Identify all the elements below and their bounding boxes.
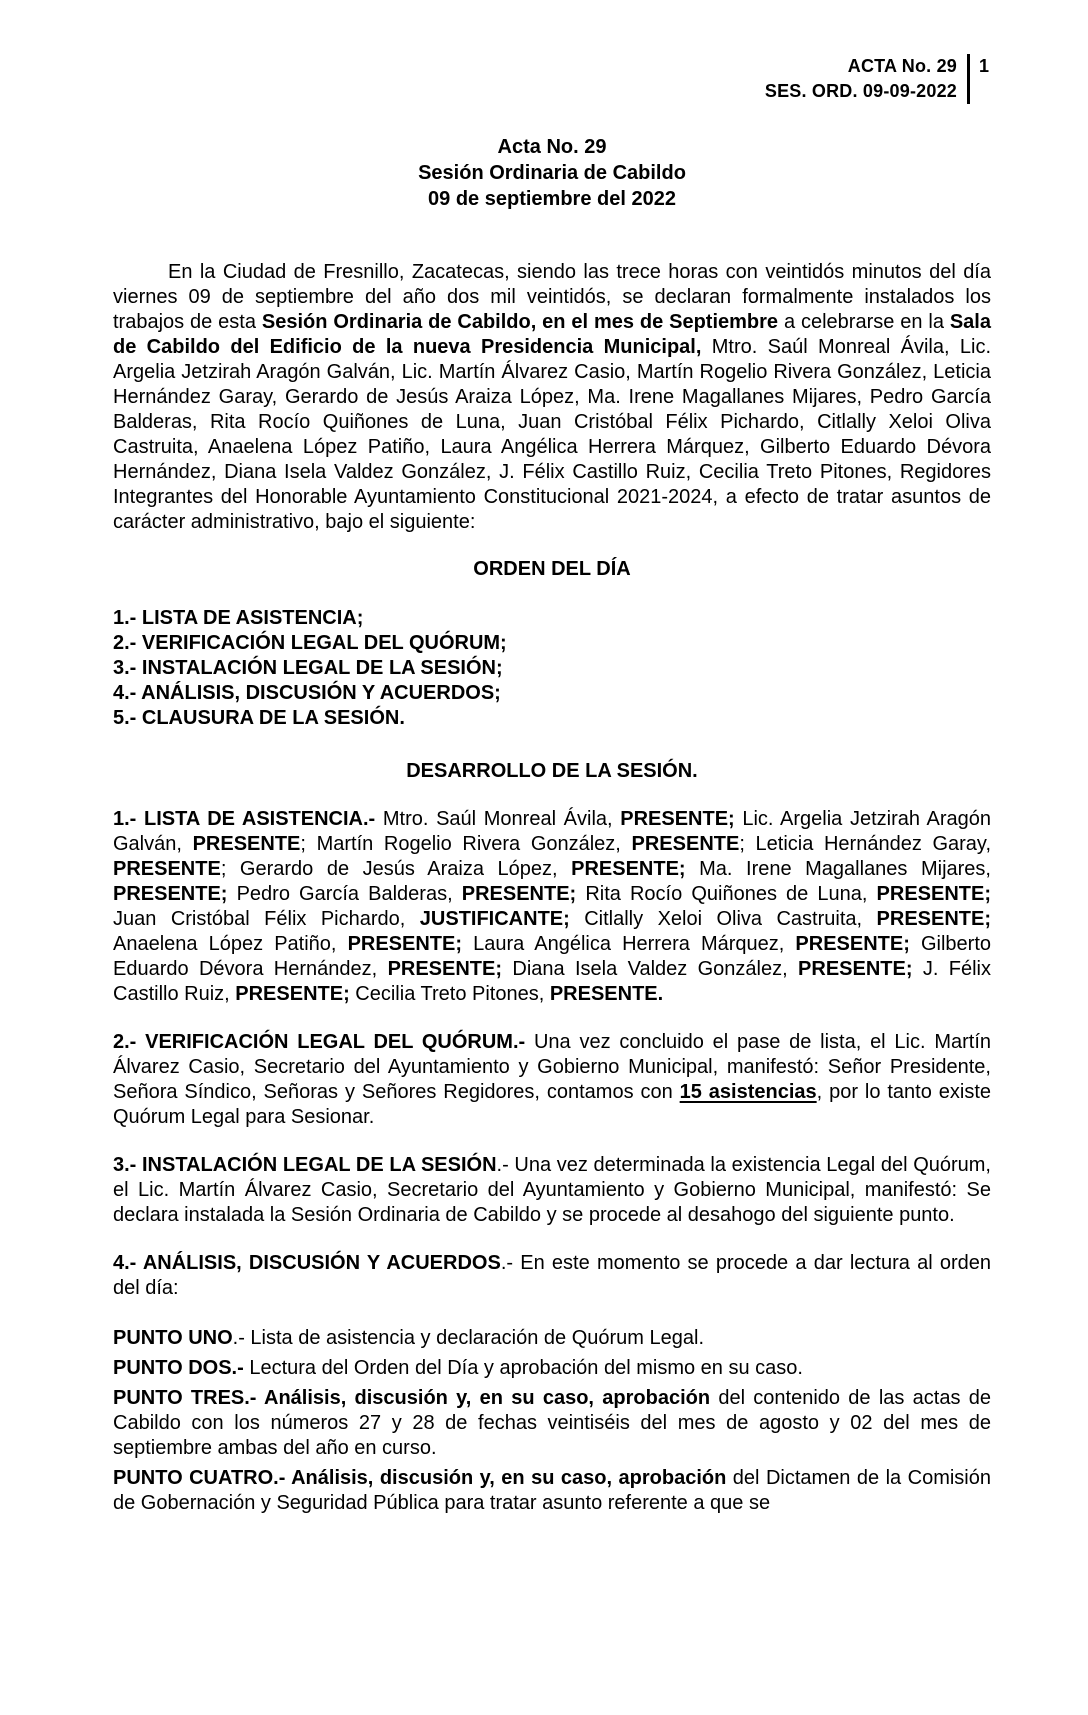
orden-item-lista-asistencia: 1.- LISTA DE ASISTENCIA; [113,607,364,629]
paragraph-verificacion-quorum: 2.- VERIFICACIÓN LEGAL DEL QUÓRUM.- Una vez concluido el pase de lista, el Lic. Martín Álvarez Casio, Secretario del Ayuntamiento y Gobierno Municipal, manifestó: Señor Presidente, Señora Síndico, Señoras y Señores Regidores, contamos con 15 asistencias, por lo tanto existe Quórum Legal para Sesionar. [113,1031,992,1128]
puntos-list [113,1326,991,1516]
acta-number-label: ACTA No. 29 [847,56,957,76]
punto-cuatro: PUNTO CUATRO.- Análisis, discusión y, en su caso, aprobación del Dictamen de la Comisión de Gobernación y Seguridad Pública para tratar asunto referente a que se [113,1467,991,1514]
punto-tres: PUNTO TRES.- Análisis, discusión y, en su caso, aprobación del contenido de las actas de Cabildo con los números 27 y 28 de fechas veintiséis del mes de agosto y 02 del mes de septiembre ambas del año en curso. [113,1387,991,1459]
punto-dos: PUNTO DOS.- Lectura del Orden del Día y aprobación del mismo en su caso. [113,1357,803,1379]
title-line-session: Sesión Ordinaria de Cabildo [418,162,686,184]
header-meta [765,54,957,104]
paragraph-instalacion-sesion: 3.- INSTALACIÓN LEGAL DE LA SESIÓN.- Una vez determinada la existencia Legal del Quórum, el Lic. Martín Álvarez Casio, Secretario del Ayuntamiento y Gobierno Municipal, manifestó: Se declara instalada la Sesión Ordinaria de Cabildo y se procede al desahogo del siguiente punto. [113,1154,991,1226]
orden-item-clausura: 5.- CLAUSURA DE LA SESIÓN. [113,707,405,729]
orden-del-dia-list [113,606,991,731]
document-title [113,134,991,212]
orden-item-verificacion-quorum: 2.- VERIFICACIÓN LEGAL DEL QUÓRUM; [113,632,507,654]
page-number: 1 [979,56,990,76]
orden-item-analisis-acuerdos: 4.- ANÁLISIS, DISCUSIÓN Y ACUERDOS; [113,682,501,704]
title-line-date: 09 de septiembre del 2022 [428,188,676,210]
paragraph-analisis-acuerdos: 4.- ANÁLISIS, DISCUSIÓN Y ACUERDOS.- En este momento se procede a dar lectura al orden del día: [113,1252,992,1299]
title-line-acta: Acta No. 29 [497,136,607,158]
paragraph-lista-asistencia: 1.- LISTA DE ASISTENCIA.- Mtro. Saúl Monreal Ávila, PRESENTE; Lic. Argelia Jetzirah Aragón Galván, PRESENTE; Martín Rogelio Rivera González, PRESENTE; Leticia Hernández Garay, PRESENTE; Gerardo de Jesús Araiza López, PRESENTE; Ma. Irene Magallanes Mijares, PRESENTE; Pedro García Balderas, PRESENTE; Rita Rocío Quiñones de Luna, PRESENTE; Juan Cristóbal Félix Pichardo, JUSTIFICANTE; Citlally Xeloi Oliva Castruita, PRESENTE; Anaelena López Patiño, PRESENTE; Laura Angélica Herrera Márquez, PRESENTE; Gilberto Eduardo Dévora Hernández, PRESENTE; Diana Isela Valdez González, PRESENTE; J. Félix Castillo Ruiz, PRESENTE; Cecilia Treto Pitones, PRESENTE. [113,808,992,1005]
session-date-label: SES. ORD. 09-09-2022 [764,81,957,101]
punto-uno: PUNTO UNO.- Lista de asistencia y declaración de Quórum Legal. [113,1327,705,1349]
page-header [113,54,991,104]
desarrollo-sesion-heading: DESARROLLO DE LA SESIÓN. [406,760,698,782]
header-divider [967,54,970,104]
orden-del-dia-heading: ORDEN DEL DÍA [473,558,631,580]
intro-paragraph: En la Ciudad de Fresnillo, Zacatecas, siendo las trece horas con veintidós minutos del día viernes 09 de septiembre del año dos mil veintidós, se declaran formalmente instalados los trabajos de esta Sesión Ordinaria de Cabildo, en el mes de Septiembre a celebrarse en la Sala de Cabildo del Edificio de la nueva Presidencia Municipal, Mtro. Saúl Monreal Ávila, Lic. Argelia Jetzirah Aragón Galván, Lic. Martín Álvarez Casio, Martín Rogelio Rivera González, Leticia Hernández Garay, Gerardo de Jesús Araiza López, Ma. Irene Magallanes Mijares, Pedro García Balderas, Rita Rocío Quiñones de Luna, Juan Cristóbal Félix Pichardo, Citlally Xeloi Oliva Castruita, Anaelena López Patiño, Laura Angélica Herrera Márquez, Gilberto Eduardo Dévora Hernández, Diana Isela Valdez González, J. Félix Castillo Ruiz, Cecilia Treto Pitones, Regidores Integrantes del Honorable Ayuntamiento Constitucional 2021-2024, a efecto de tratar asuntos de carácter administrativo, bajo el siguiente: [113,261,992,533]
orden-item-instalacion-legal: 3.- INSTALACIÓN LEGAL DE LA SESIÓN; [113,657,503,679]
